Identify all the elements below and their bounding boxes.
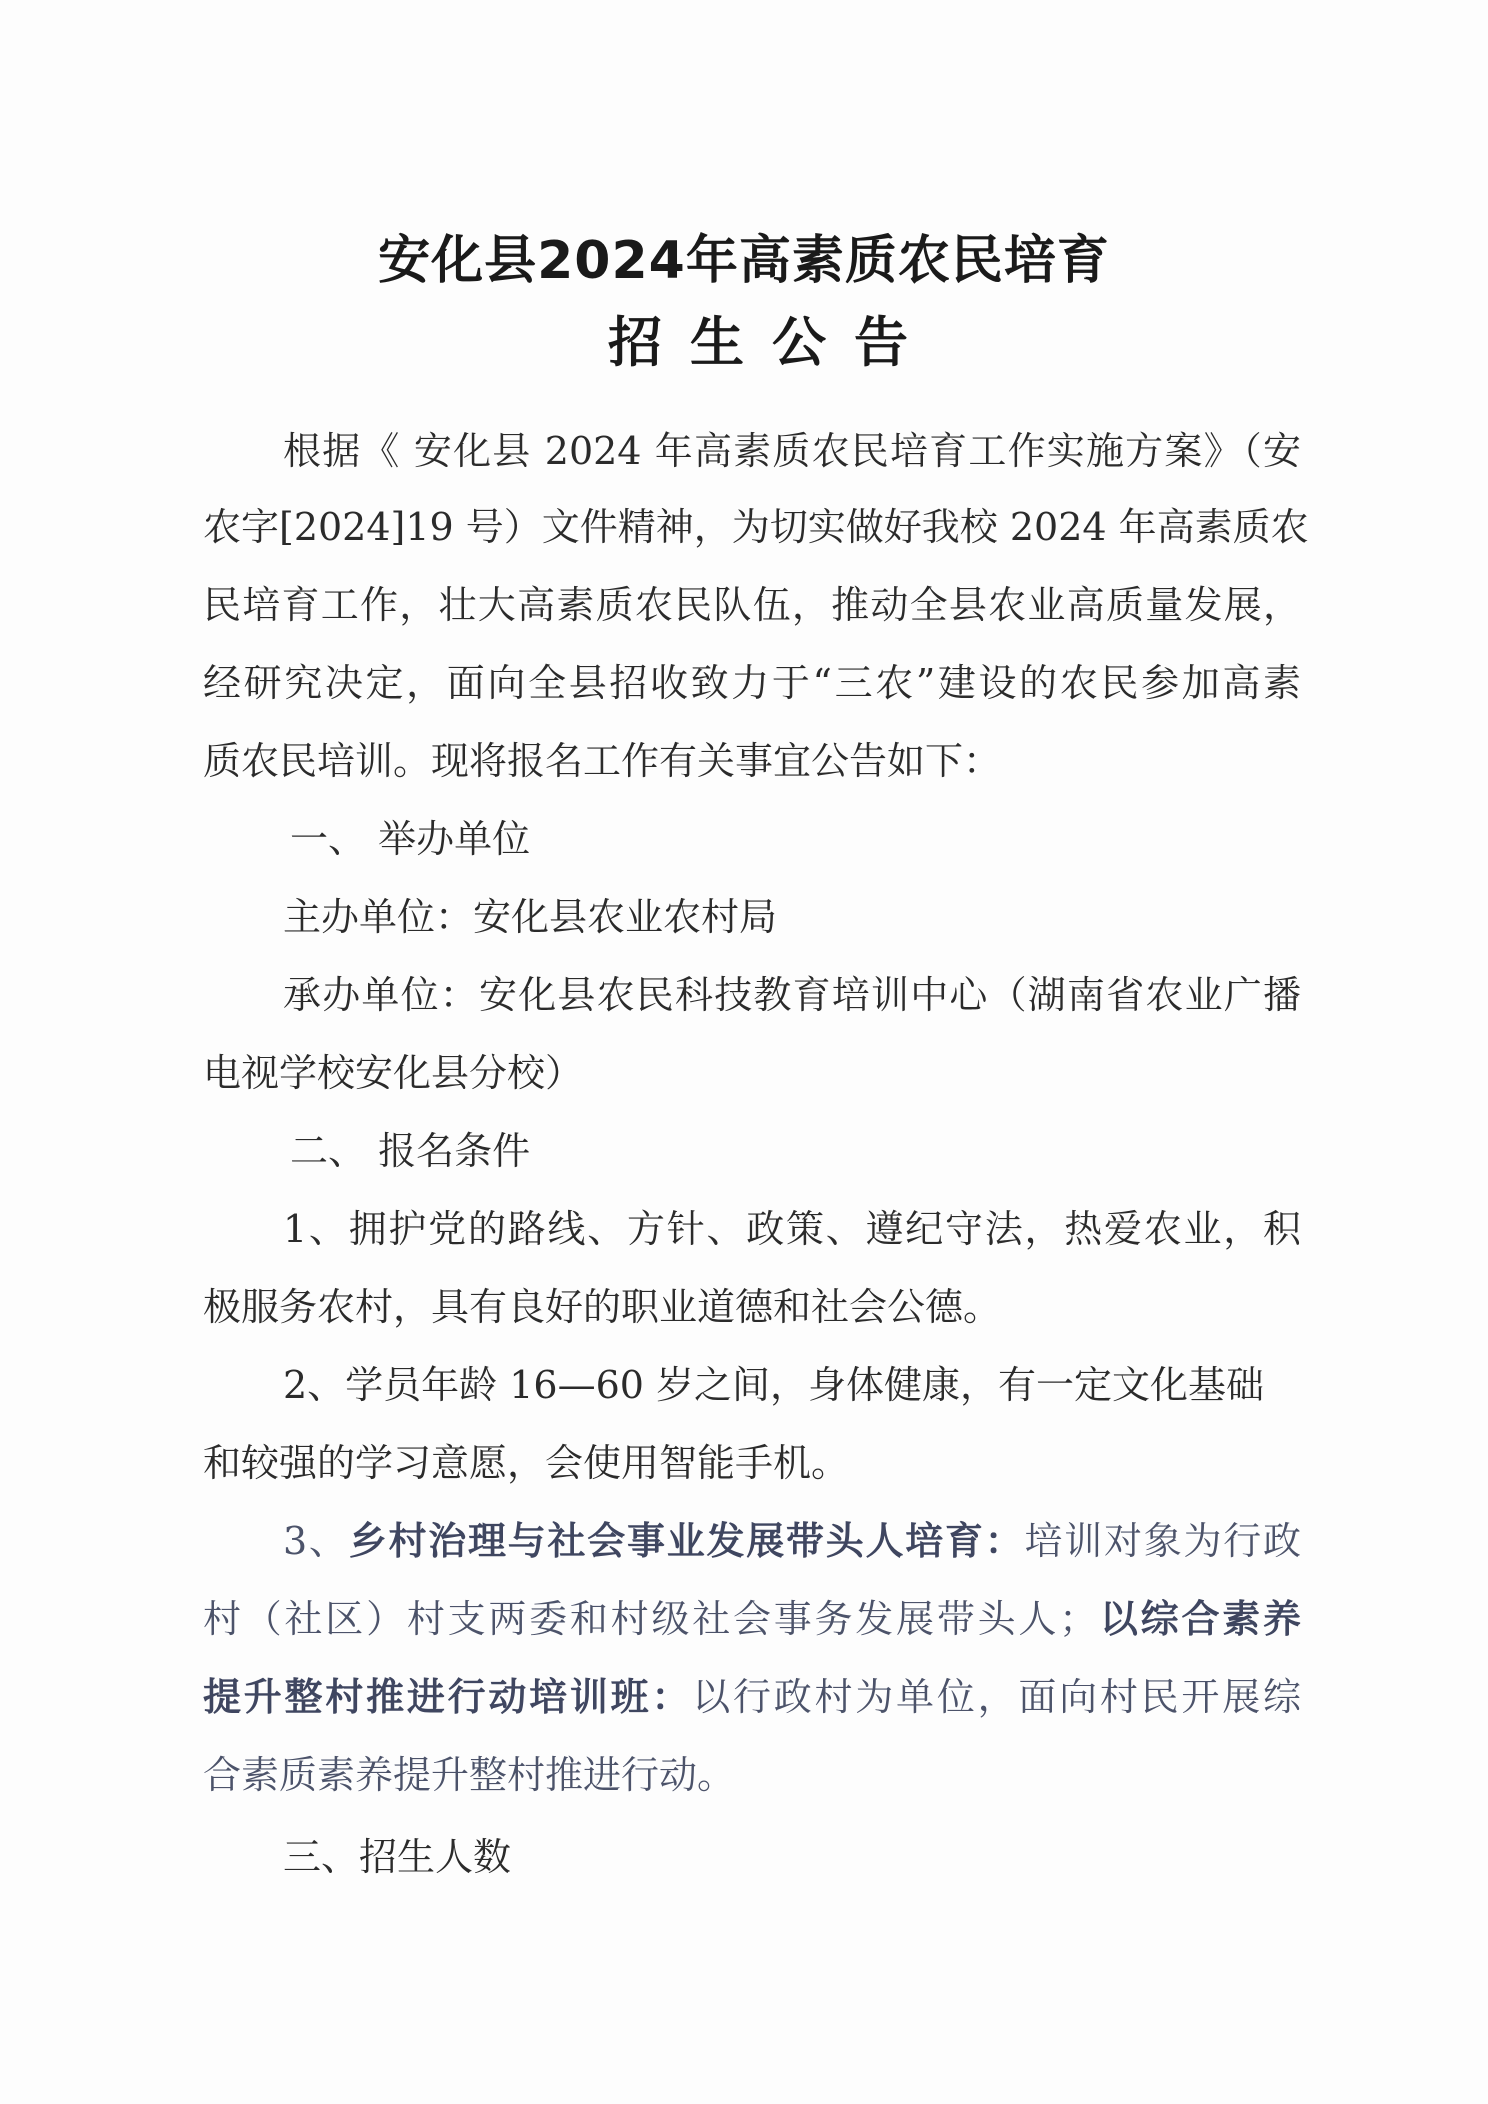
host-unit: 主办单位：安化县农业农村局 (283, 895, 778, 939)
condition-3-line-3 (203, 1674, 1301, 1719)
organizer-line-1: 承办单位：安化县农民科技教育培训中心（湖南省农业广播 (283, 973, 1301, 1017)
document-title: 安化县2024年高素质农民培育 (378, 231, 1110, 291)
intro-line-2: 农字[2024]19 号）文件精神，为切实做好我校 2024 年高素质农 (203, 505, 1309, 549)
condition-1-line-2: 极服务农村，具有良好的职业道德和社会公德。 (203, 1285, 1002, 1329)
organizer-line-2: 电视学校安化县分校） (203, 1051, 584, 1095)
condition-3-bold-title-2b: 提升整村推进行动培训班： (203, 1674, 693, 1719)
intro-line-5: 质农民培训。现将报名工作有关事宜公告如下： (203, 739, 1002, 783)
condition-3-line-3-rest: 以行政村为单位，面向村民开展综 (692, 1675, 1301, 1719)
condition-3-line-2-text: 村（社区）村支两委和村级社会事务发展带头人； (203, 1597, 1098, 1641)
condition-3-bold-title: 乡村治理与社会事业发展带头人培育： (348, 1518, 1025, 1563)
condition-3-line-2 (203, 1596, 1301, 1641)
section-3-heading: 三、招生人数 (283, 1835, 512, 1879)
section-1-heading: 一、 举办单位 (290, 817, 531, 861)
document-subtitle: 招生公告 (608, 311, 936, 374)
intro-line-3: 民培育工作，壮大高素质农民队伍，推动全县农业高质量发展， (203, 583, 1301, 627)
condition-3-line-4: 合素质素养提升整村推进行动。 (203, 1753, 736, 1797)
condition-2-line-1: 2、学员年龄 16—60 岁之间，身体健康，有一定文化基础 (283, 1363, 1265, 1407)
condition-3-line-1-rest: 培训对象为行政 (1024, 1519, 1301, 1563)
condition-3-line-1 (283, 1518, 1301, 1563)
condition-3-number: 3、 (283, 1519, 349, 1563)
intro-line-4: 经研究决定，面向全县招收致力于“三农”建设的农民参加高素 (203, 661, 1301, 705)
section-2-heading: 二、 报名条件 (290, 1129, 531, 1173)
condition-1-line-1: 1、拥护党的路线、方针、政策、遵纪守法，热爱农业，积 (283, 1207, 1301, 1251)
intro-line-1: 根据《 安化县 2024 年高素质农民培育工作实施方案》（安 (283, 429, 1301, 473)
condition-2-line-2: 和较强的学习意愿，会使用智能手机。 (203, 1441, 850, 1485)
condition-3-bold-title-2a: 以综合素养 (1097, 1596, 1301, 1641)
